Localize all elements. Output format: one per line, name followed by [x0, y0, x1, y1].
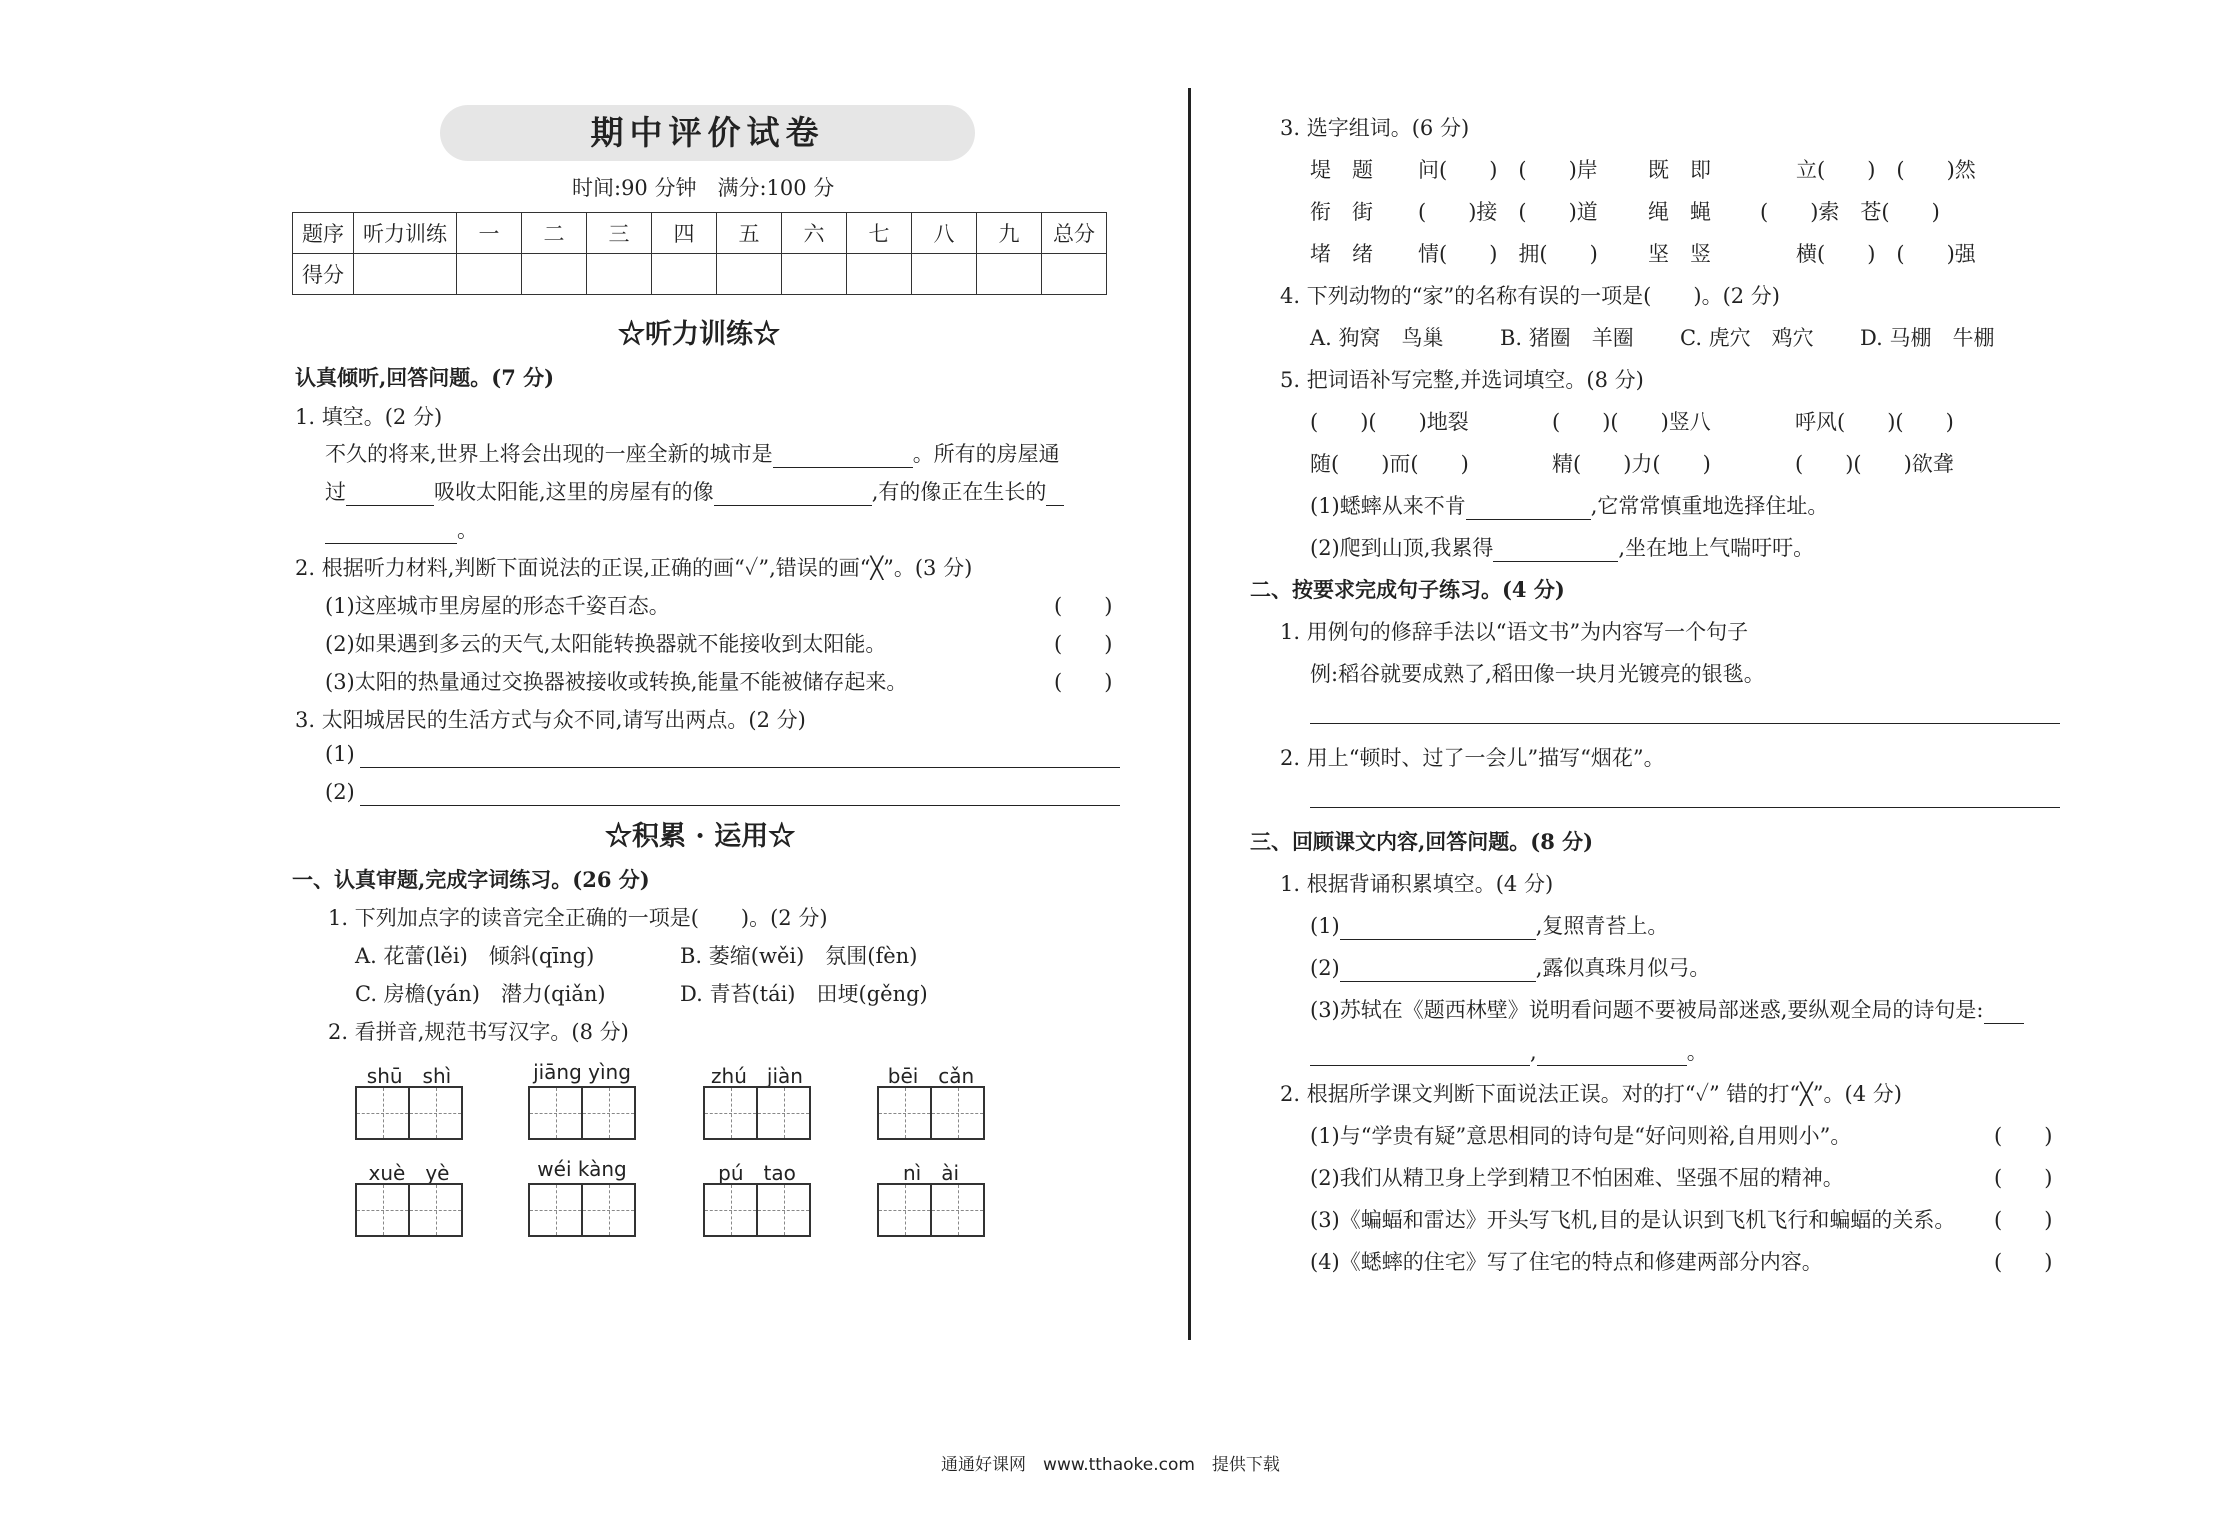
- judge-item: (3)《蝙蝠和雷达》开头写飞机,目的是认识到飞机飞行和蝙蝠的关系。: [1310, 1208, 1956, 1232]
- pinyin-label: jiāng yìng: [533, 1060, 631, 1084]
- exam-subtitle: 时间:90 分钟 满分:100 分: [572, 176, 835, 200]
- listening-q1-line3: [325, 514, 478, 544]
- writing-grid[interactable]: [703, 1086, 811, 1140]
- fill-sentence: [1310, 490, 1828, 520]
- word-blanks[interactable]: 问( ) ( )岸: [1418, 158, 1598, 182]
- fill-text: (1): [1310, 914, 1340, 938]
- writing-grid[interactable]: [877, 1183, 985, 1237]
- score-table-score-row: [293, 254, 1107, 295]
- fill-text: 不久的将来,世界上将会出现的一座全新的城市是: [325, 442, 773, 466]
- writing-grid[interactable]: [528, 1086, 636, 1140]
- pinyin-label: pú tao: [718, 1161, 796, 1185]
- listening-q1-label: 1. 填空。(2 分): [295, 405, 443, 429]
- table-header-cell: 总分: [1042, 213, 1107, 254]
- part2-q1: 1. 用例句的修辞手法以“语文书”为内容写一个句子: [1280, 620, 1749, 644]
- word-blanks[interactable]: 横( ) ( )强: [1796, 242, 1976, 266]
- acc-q3-label: 3. 选字组词。(6 分): [1280, 116, 1470, 140]
- fill-text: 吸收太阳能,这里的房屋有的像: [434, 480, 714, 504]
- listening-section-title: ☆听力训练☆: [618, 319, 780, 350]
- score-cell[interactable]: [587, 254, 652, 295]
- option-b: B. 萎缩(wěi) 氛围(fèn): [680, 944, 918, 968]
- word-blanks[interactable]: 立( ) ( )然: [1796, 158, 1976, 182]
- table-header-cell: 九: [977, 213, 1042, 254]
- fill-text: (3)苏轼在《题西林壁》说明看问题不要被局部迷惑,要纵观全局的诗句是:: [1310, 998, 1984, 1022]
- judge-item: (4)《蟋蟀的住宅》写了住宅的特点和修建两部分内容。: [1310, 1250, 1823, 1274]
- word-blanks[interactable]: ( )接 ( )道: [1418, 200, 1598, 224]
- answer-paren[interactable]: ( ): [1054, 594, 1113, 618]
- listening-q1-line2: [325, 476, 1064, 506]
- option-c: C. 房檐(yán) 潜力(qiǎn): [355, 982, 606, 1006]
- part2-title: 二、按要求完成句子练习。(4 分): [1250, 577, 1565, 602]
- pinyin-label: wéi kàng: [537, 1157, 627, 1181]
- score-cell[interactable]: [977, 254, 1042, 295]
- fill-text: 过: [325, 480, 346, 504]
- char-pair: 既 即: [1648, 158, 1711, 182]
- char-pair: 堤 题: [1310, 158, 1373, 182]
- score-cell[interactable]: [717, 254, 782, 295]
- idiom-blank[interactable]: ( )( )欲聋: [1795, 452, 1954, 476]
- listening-q3-label: 3. 太阳城居民的生活方式与众不同,请写出两点。(2 分): [295, 708, 806, 732]
- answer-line[interactable]: [360, 766, 1120, 768]
- fill-text: ,它常常慎重地选择住址。: [1590, 494, 1829, 518]
- score-cell[interactable]: [847, 254, 912, 295]
- acc-q5-label: 5. 把词语补写完整,并选词填空。(8 分): [1280, 368, 1644, 392]
- writing-grid[interactable]: [528, 1183, 636, 1237]
- blank-field[interactable]: [773, 446, 913, 468]
- judge-item: (3)太阳的热量通过交换器被接收或转换,能量不能被储存起来。: [325, 670, 908, 694]
- table-header-cell: 八: [912, 213, 977, 254]
- fill-text: ,有的像正在生长的: [871, 480, 1047, 504]
- poem-fill-1: [1310, 910, 1668, 940]
- fill-sentence: [1310, 532, 1814, 562]
- fill-text: (2)爬到山顶,我累得: [1310, 536, 1494, 560]
- part3-q2: 2. 根据所学课文判断下面说法正误。对的打“✓” 错的打“╳”。(4 分): [1280, 1082, 1902, 1106]
- fill-text: ,露似真珠月似弓。: [1535, 956, 1711, 980]
- poem-fill-3: [1310, 994, 2024, 1024]
- pinyin-label: zhú jiàn: [711, 1064, 803, 1088]
- option-b: B. 猪圈 羊圈: [1500, 326, 1634, 350]
- table-header-cell: 题序: [293, 213, 354, 254]
- acc-q1-label: 1. 下列加点字的读音完全正确的一项是( )。(2 分): [328, 906, 828, 930]
- answer-paren[interactable]: ( ): [1054, 632, 1113, 656]
- poem-fill-3-cont: [1310, 1036, 1708, 1066]
- judge-item: (2)我们从精卫身上学到精卫不怕困难、坚强不屈的精神。: [1310, 1166, 1844, 1190]
- score-cell[interactable]: [457, 254, 522, 295]
- judge-item: (1)与“学贵有疑”意思相同的诗句是“好问则裕,自用则小”。: [1310, 1124, 1852, 1148]
- score-cell[interactable]: [1042, 254, 1107, 295]
- writing-grid[interactable]: [355, 1086, 463, 1140]
- part2-example: 例:稻谷就要成熟了,稻田像一块月光镀亮的银毯。: [1310, 662, 1765, 686]
- score-cell[interactable]: [652, 254, 717, 295]
- option-d: D. 马棚 牛棚: [1860, 326, 1995, 350]
- part3-q1: 1. 根据背诵积累填空。(4 分): [1280, 872, 1554, 896]
- pinyin-label: nì ài: [902, 1161, 960, 1185]
- blank-field[interactable]: [1984, 1002, 2024, 1024]
- score-cell[interactable]: [522, 254, 587, 295]
- score-table: [292, 212, 1107, 295]
- fill-text: ,坐在地上气喘吁吁。: [1618, 536, 1815, 560]
- pinyin-label: shū shì: [366, 1064, 452, 1088]
- blank-field[interactable]: [346, 484, 434, 506]
- blank-field[interactable]: [325, 522, 457, 544]
- blank-field[interactable]: [1310, 1044, 1530, 1066]
- fill-text: 。: [457, 518, 478, 542]
- judge-item: (1)这座城市里房屋的形态千姿百态。: [325, 594, 670, 618]
- listening-q1-line1: [325, 438, 1060, 468]
- option-c: C. 虎穴 鸡穴: [1680, 326, 1814, 350]
- table-header-cell: 五: [717, 213, 782, 254]
- listening-intro: 认真倾听,回答问题。(7 分): [295, 365, 555, 390]
- blank-field[interactable]: [1340, 960, 1536, 982]
- fill-text: ,: [1530, 1040, 1537, 1064]
- answer-line[interactable]: [360, 804, 1120, 806]
- answer-line[interactable]: [1310, 722, 2060, 724]
- word-blanks[interactable]: 情( ) 拥( ): [1418, 242, 1598, 266]
- fill-text: (1)蟋蟀从来不肯: [1310, 494, 1466, 518]
- answer-line-label: (2): [325, 780, 355, 804]
- blank-field[interactable]: [1340, 918, 1536, 940]
- score-table-header-row: [293, 213, 1107, 254]
- idiom-blank[interactable]: ( )( )竖八: [1552, 410, 1711, 434]
- answer-paren[interactable]: ( ): [1994, 1124, 2053, 1148]
- answer-line-label: (1): [325, 742, 355, 766]
- acc-q4-label: 4. 下列动物的“家”的名称有误的一项是( )。(2 分): [1280, 284, 1780, 308]
- table-header-cell: 四: [652, 213, 717, 254]
- poem-fill-2: [1310, 952, 1710, 982]
- pinyin-label: bēi cǎn: [887, 1064, 975, 1088]
- word-blanks[interactable]: ( )索 苍( ): [1760, 200, 1940, 224]
- fill-text: 。: [1686, 1040, 1708, 1064]
- table-header-cell: 二: [522, 213, 587, 254]
- score-cell[interactable]: [354, 254, 457, 295]
- answer-paren[interactable]: ( ): [1994, 1166, 2053, 1190]
- char-pair: 绳 蝇: [1648, 200, 1711, 224]
- char-pair: 衔 街: [1310, 200, 1373, 224]
- table-header-cell: 听力训练: [354, 213, 457, 254]
- blank-field[interactable]: [714, 484, 872, 506]
- fill-text: (2): [1310, 956, 1340, 980]
- idiom-blank[interactable]: 呼风( )( ): [1795, 410, 1954, 434]
- answer-line[interactable]: [1310, 806, 2060, 808]
- blank-field[interactable]: [1466, 498, 1591, 520]
- score-cell[interactable]: [782, 254, 847, 295]
- table-header-cell: 六: [782, 213, 847, 254]
- char-pair: 堵 绪: [1310, 242, 1373, 266]
- acc-q2-label: 2. 看拼音,规范书写汉字。(8 分): [328, 1020, 629, 1044]
- answer-paren[interactable]: ( ): [1994, 1250, 2053, 1274]
- listening-q2-label: 2. 根据听力材料,判断下面说法的正误,正确的画“✓”,错误的画“╳”。(3 分): [295, 556, 973, 580]
- table-header-cell: 三: [587, 213, 652, 254]
- writing-grid[interactable]: [703, 1183, 811, 1237]
- idiom-blank[interactable]: ( )( )地裂: [1310, 410, 1469, 434]
- judge-item: (2)如果遇到多云的天气,太阳能转换器就不能接收到太阳能。: [325, 632, 887, 656]
- table-header-cell: 一: [457, 213, 522, 254]
- table-header-cell: 七: [847, 213, 912, 254]
- writing-grid[interactable]: [355, 1183, 463, 1237]
- fill-text: ,复照青苔上。: [1535, 914, 1669, 938]
- answer-paren[interactable]: ( ): [1994, 1208, 2053, 1232]
- exam-title: 期中评价试卷: [440, 105, 975, 161]
- writing-grid[interactable]: [877, 1086, 985, 1140]
- score-cell[interactable]: [912, 254, 977, 295]
- blank-field[interactable]: [1493, 540, 1618, 562]
- table-row-label: 得分: [293, 254, 354, 295]
- part2-q2: 2. 用上“顿时、过了一会儿”描写“烟花”。: [1280, 746, 1665, 770]
- page-divider: [1188, 88, 1191, 1340]
- part3-title: 三、回顾课文内容,回答问题。(8 分): [1250, 829, 1594, 854]
- page-footer: 通通好课网 www.tthaoke.com 提供下载: [941, 1455, 1280, 1475]
- pinyin-label: xuè yè: [368, 1161, 450, 1185]
- accumulate-section-title: ☆积累 · 运用☆: [605, 821, 796, 852]
- part1-title: 一、认真审题,完成字词练习。(26 分): [292, 867, 650, 892]
- fill-text: 。所有的房屋通: [912, 442, 1060, 466]
- char-pair: 坚 竖: [1648, 242, 1711, 266]
- option-a: A. 花蕾(lěi) 倾斜(qīng): [355, 944, 595, 968]
- option-d: D. 青苔(tái) 田埂(gěng): [680, 982, 928, 1006]
- idiom-blank[interactable]: 精( )力( ): [1552, 452, 1711, 476]
- answer-paren[interactable]: ( ): [1054, 670, 1113, 694]
- blank-field[interactable]: [1046, 484, 1064, 506]
- idiom-blank[interactable]: 随( )而( ): [1310, 452, 1469, 476]
- blank-field[interactable]: [1537, 1044, 1687, 1066]
- option-a: A. 狗窝 鸟巢: [1310, 326, 1444, 350]
